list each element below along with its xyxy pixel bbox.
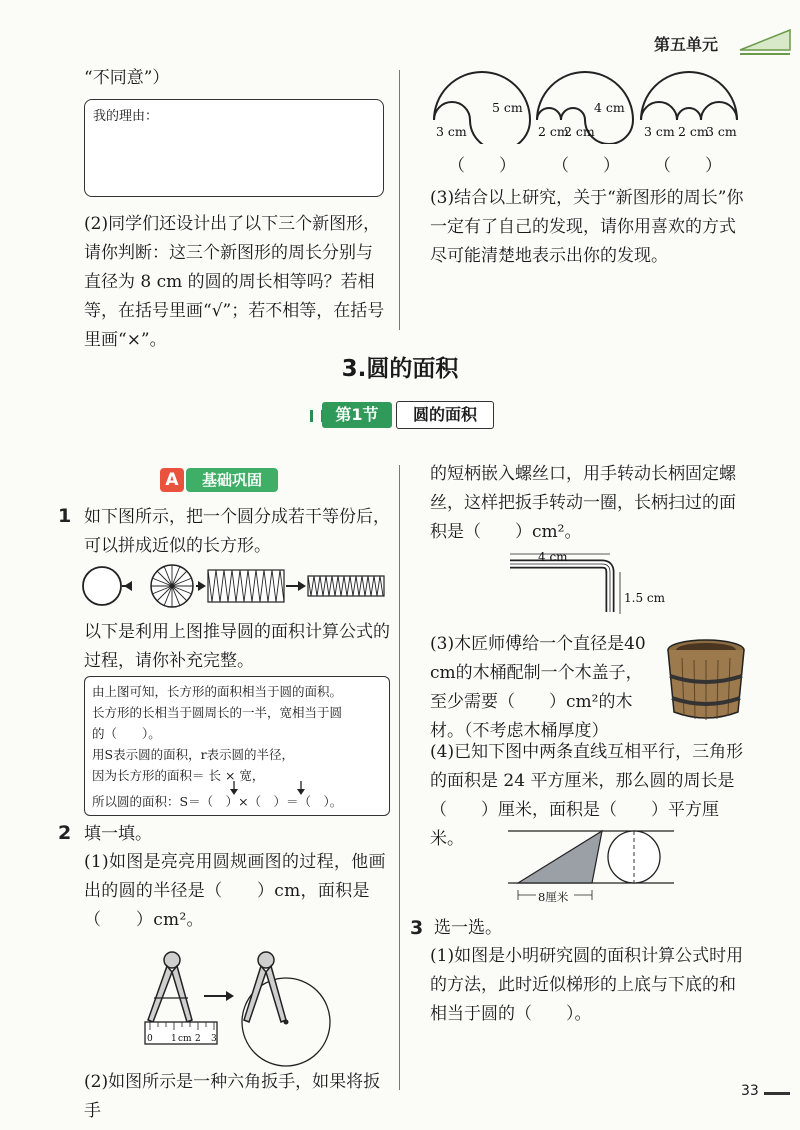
unit-title: 第五单元 xyxy=(654,35,719,54)
badge-letter: A xyxy=(160,468,184,492)
question-number: 2 xyxy=(58,822,72,844)
box-line: 用S表示圆的面积，r表示圆的半径， xyxy=(92,747,295,762)
shape-label: 5 cm xyxy=(492,100,523,115)
answer-paren[interactable]: （ ） xyxy=(552,156,620,176)
badge-basic xyxy=(160,466,300,494)
triangle-circle-figure xyxy=(506,828,676,908)
question-3-title: 选一选。 xyxy=(434,918,502,938)
reason-label: 我的理由： xyxy=(93,109,159,124)
circle-to-rectangle-figure xyxy=(80,562,390,612)
parallel-question-text: (4)已知下图中两条直线互相平行，三角形的面积是 24 平方厘米，那么圆的周长是（ ）厘米，面积是（ ）平方厘米。 xyxy=(430,742,744,849)
question-number: 3 xyxy=(410,917,424,939)
quote-text: “不同意”） xyxy=(84,68,170,88)
question-2-title: 填一填。 xyxy=(84,824,152,844)
triangle-base-label: 8厘米 xyxy=(538,890,569,904)
question-1-text-2: 以下是利用上图推导圆的面积计算公式的过程，请你补充完整。 xyxy=(84,622,390,671)
ruler-label: 2 xyxy=(195,1034,201,1044)
unit-header xyxy=(640,28,800,58)
box-line: 长方形的长相当于圆周长的一半，宽相当于圆 xyxy=(92,705,343,720)
wrench-text: 的短柄嵌入螺丝口，用手转动长柄固定螺丝，这样把扳手转动一圈，长柄扫过的面积是（ ）cm²。 xyxy=(430,464,736,542)
ruler-label: 3 xyxy=(211,1034,217,1044)
page-number: 33 xyxy=(741,1083,759,1099)
shape-label: 4 cm xyxy=(594,100,625,115)
answer-paren[interactable]: （ ） xyxy=(654,156,722,176)
question-2-1-text: (1)如图是亮亮用圆规画图的过程，他画出的圆的半径是（ ）cm，面积是（ ）cm²。 xyxy=(84,852,386,930)
column-divider-top xyxy=(399,70,400,330)
chapter-title: 3.圆的面积 xyxy=(341,356,459,382)
ruler-label: 0 xyxy=(147,1034,153,1044)
compass-drawing-figure xyxy=(140,940,390,1068)
shape-label: 3 cm xyxy=(436,124,467,139)
question-2-2-text: (2)如图所示是一种六角扳手，如果将扳手 xyxy=(84,1072,381,1121)
shape-label: 3 cm xyxy=(644,124,675,139)
reason-box xyxy=(84,99,384,197)
shape-label: 2 cm xyxy=(538,124,569,139)
section-banner xyxy=(310,400,500,432)
new-shapes-figure xyxy=(420,62,750,144)
column-divider-bottom xyxy=(399,465,400,1090)
wrench-short-label: 1.5 cm xyxy=(624,591,665,605)
answer-paren[interactable]: （ ） xyxy=(448,156,516,176)
box-line: 由上图可知，长方形的面积相当于圆的面积。 xyxy=(92,684,343,699)
bucket-question-text: (3)木匠师傅给一个直径是40 cm的木桶配制一个木盖子，至少需要（ ）cm²的木材。（不考虑木桶厚度） xyxy=(430,634,646,741)
box-line: 因为长方形的面积＝ 长 × 宽， xyxy=(92,768,265,783)
section-title: 圆的面积 xyxy=(396,401,494,429)
ruler-label: cm xyxy=(178,1034,192,1044)
question-3-1-text: (1)如图是小明研究圆的面积计算公式时用的方法，此时近似梯形的上底与下底的和相当于圆的（ ）。 xyxy=(430,946,744,1024)
question-3-text: (3)结合以上研究，关于“新图形的周长”你一定有了自己的发现，请你用喜欢的方式尽可能清楚地表示出你的发现。 xyxy=(430,188,744,266)
badge-text: 基础巩固 xyxy=(186,468,278,492)
hex-wrench-figure xyxy=(500,550,680,620)
section-tag: 第1节 xyxy=(322,402,392,428)
question-number: 1 xyxy=(58,505,72,527)
shape-label: 2 cm xyxy=(564,124,595,139)
shape-label: 3 cm xyxy=(706,124,737,139)
wrench-length-label: 4 cm xyxy=(538,550,568,564)
ruler-label: 1 xyxy=(171,1034,177,1044)
box-line: 所以圆的面积：S＝（ ）×（ ）＝（ ）。 xyxy=(92,794,343,809)
shape-label: 2 cm xyxy=(678,124,709,139)
wooden-bucket-figure xyxy=(662,636,750,724)
triangle-ruler-icon xyxy=(735,28,795,58)
formula-box xyxy=(84,676,390,816)
page-number-decor xyxy=(764,1092,790,1095)
question-1-text: 如下图所示，把一个圆分成若干等份后，可以拼成近似的长方形。 xyxy=(84,507,390,556)
question-2-text: (2)同学们还设计出了以下三个新图形，请你判断：这三个新图形的周长分别与直径为 8 cm 的圆的周长相等吗？若相等，在括号里画“√”；若不相等，在括号里画“×”。 xyxy=(84,214,385,350)
box-line: 的（ ）。 xyxy=(92,726,161,741)
